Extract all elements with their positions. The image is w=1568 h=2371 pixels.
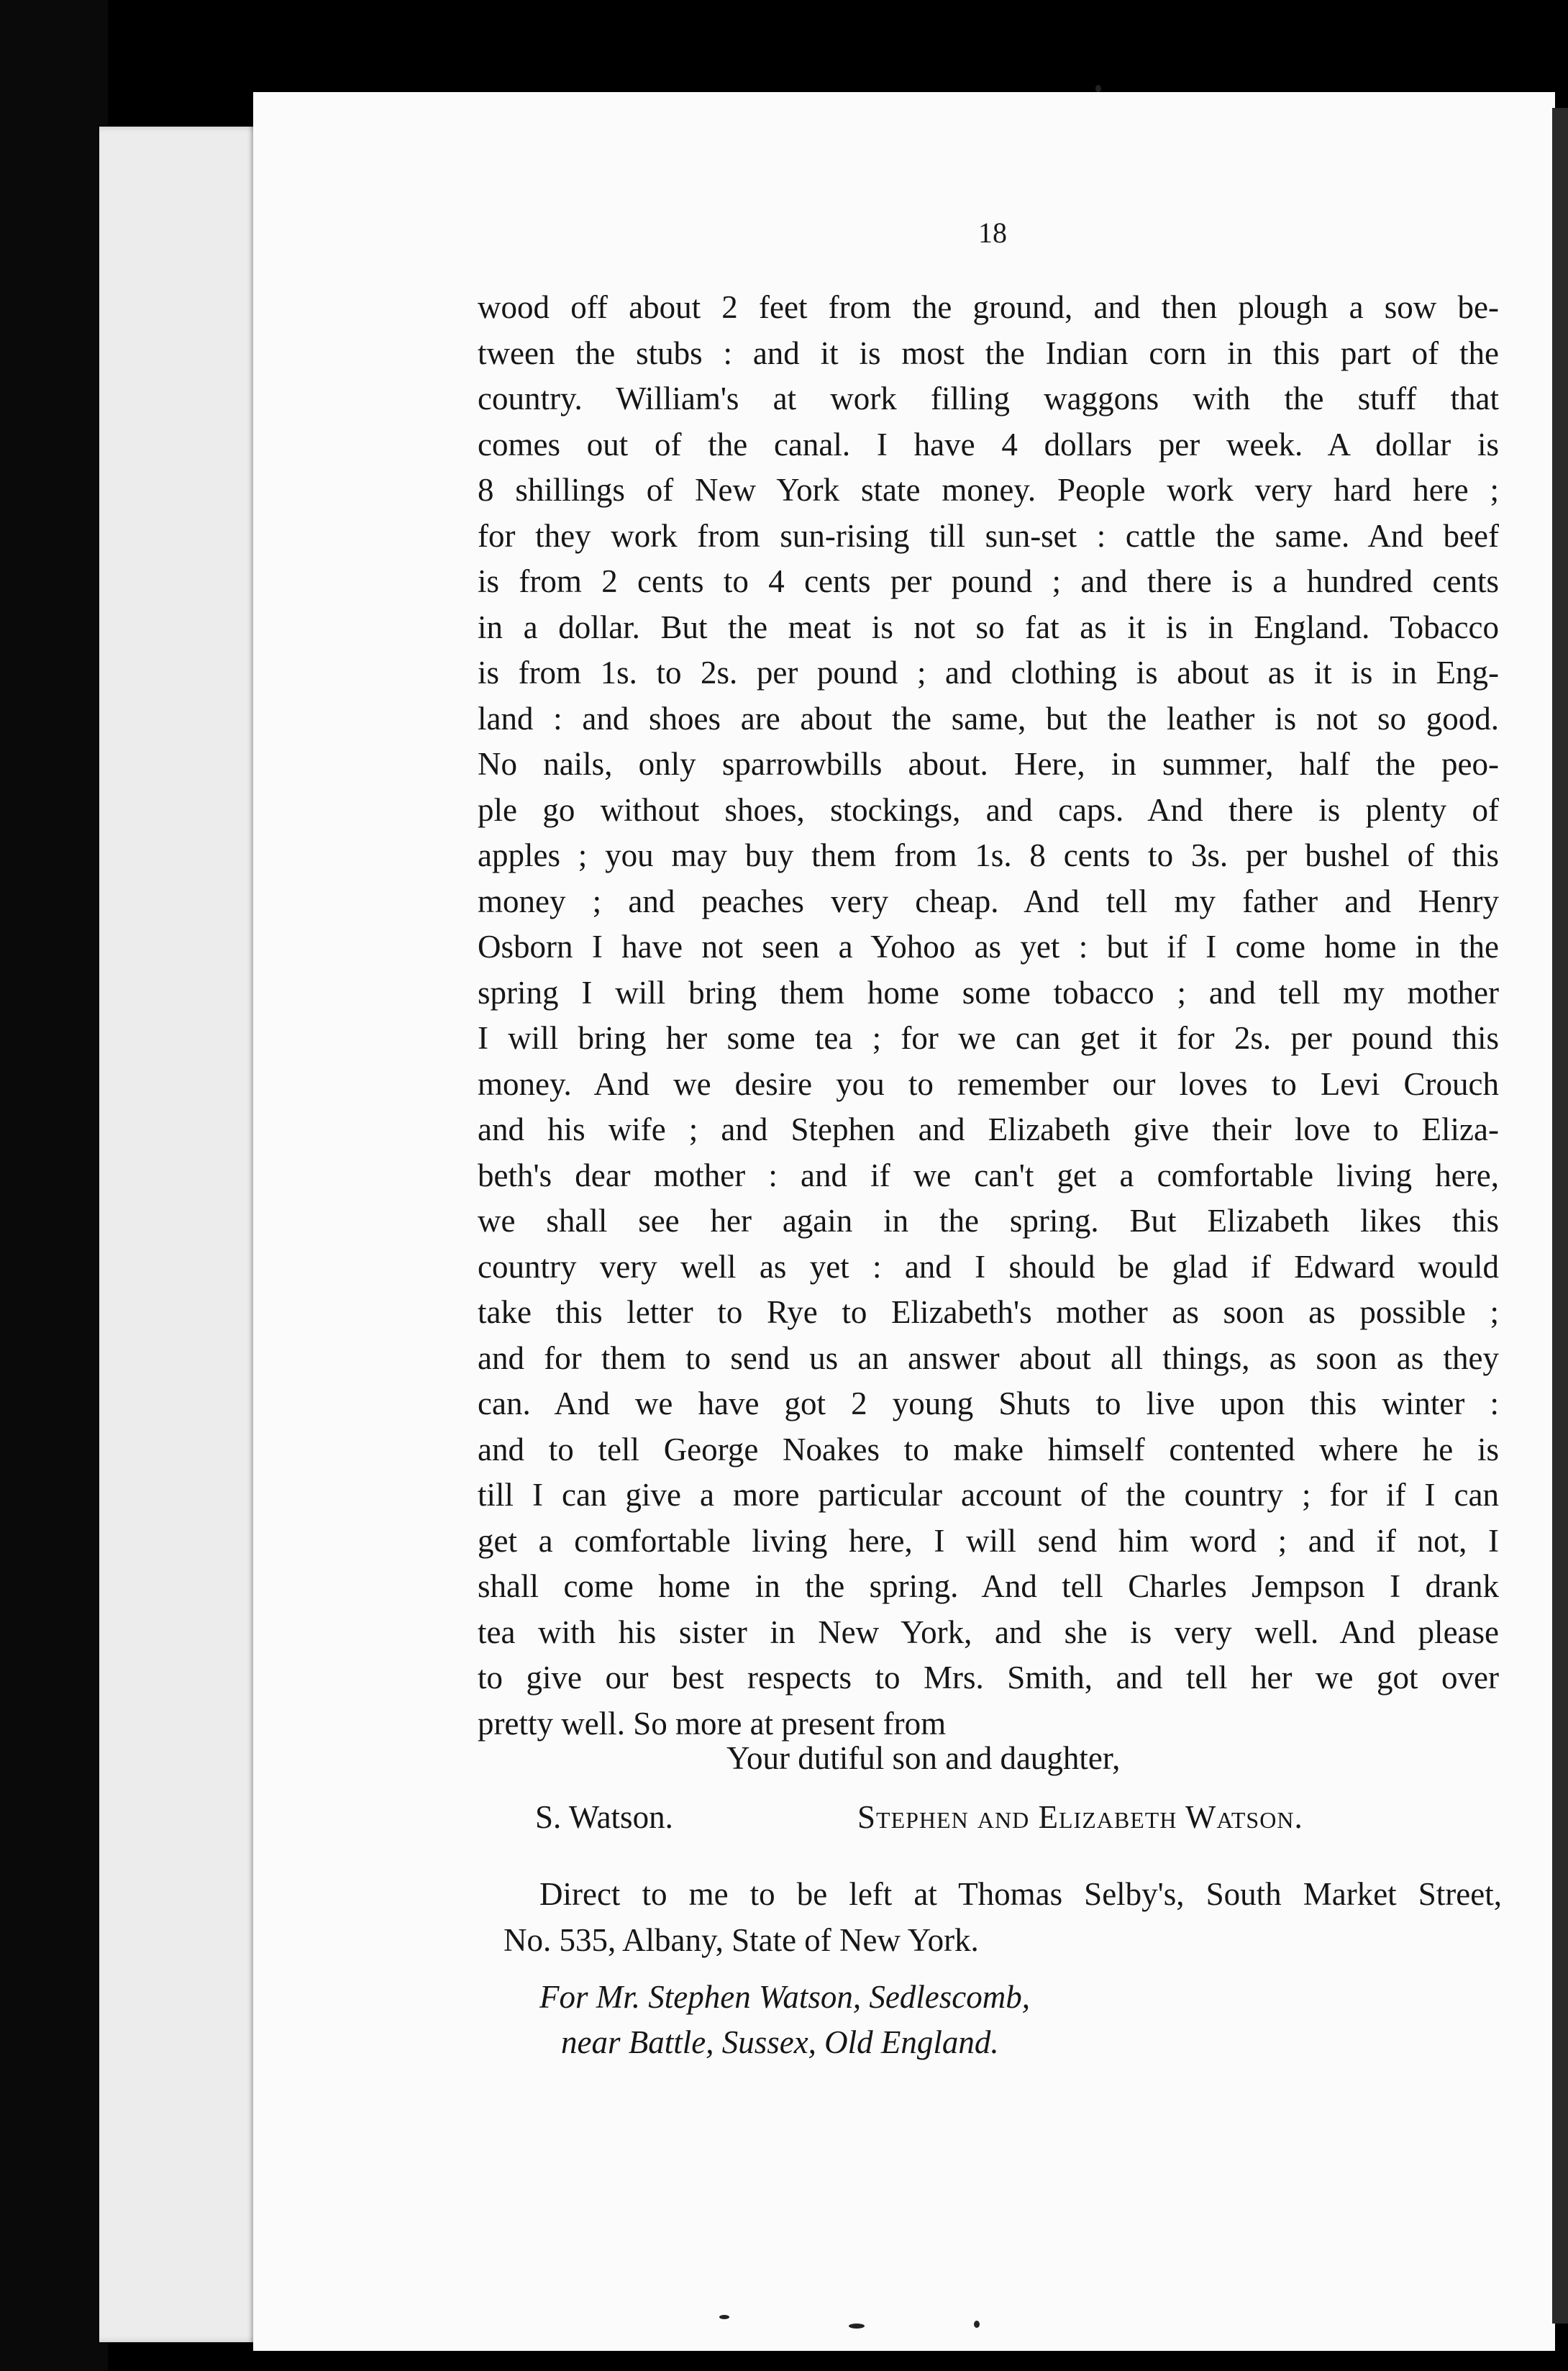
- scan-speck: [1095, 85, 1101, 92]
- text-line: country. William's at work filling waggons with the stuff that: [478, 381, 1499, 417]
- text-line: beth's dear mother : and if we can't get a comfortable living here,: [478, 1157, 1499, 1193]
- text-line: get a comfortable living here, I will send him word ; and if not, I: [478, 1522, 1499, 1559]
- scan-speck: [974, 2321, 980, 2328]
- address-line: For Mr. Stephen Watson, Sedlescomb,: [539, 1979, 1031, 2015]
- text-line: pretty well. So more at present from: [478, 1705, 947, 1742]
- text-line: can. And we have got 2 young Shuts to live upon this winter :: [478, 1385, 1499, 1421]
- text-line: for they work from sun-rising till sun-set : cattle the same. And beef: [478, 517, 1499, 554]
- text-line: ple go without shoes, stockings, and caps. And there is plenty of: [478, 791, 1499, 828]
- text-line: tween the stubs : and it is most the Indian corn in this part of the: [478, 335, 1499, 371]
- text-line: and his wife ; and Stephen and Elizabeth give their love to Eliza-: [478, 1111, 1499, 1147]
- text-line: spring I will bring them home some tobacco ; and tell my mother: [478, 974, 1499, 1011]
- recipient-address: [539, 1975, 1030, 2065]
- signature-full-names: Stephen and Elizabeth Watson.: [857, 1799, 1303, 1835]
- scan-speck: [849, 2324, 865, 2329]
- direction-line: No. 535, Albany, State of New York.: [503, 1921, 979, 1958]
- text-line: money. And we desire you to remember our loves to Levi Crouch: [478, 1065, 1499, 1102]
- scan-speck: [719, 2315, 729, 2319]
- text-line: wood off about 2 feet from the ground, and then plough a sow be-: [478, 289, 1499, 325]
- text-line: money ; and peaches very cheap. And tell my father and Henry: [478, 883, 1499, 919]
- text-line: is from 1s. to 2s. per pound ; and clothing is about as it is in Eng-: [478, 655, 1499, 691]
- letter-closing: Your dutiful son and daughter,: [726, 1740, 1121, 1776]
- page-gutter-shadow: [1552, 108, 1568, 2324]
- text-line: is from 2 cents to 4 cents per pound ; and there is a hundred cents: [478, 563, 1499, 599]
- direction-line: Direct to me to be left at Thomas Selby's, South Market Street,: [539, 1876, 1502, 1912]
- text-line: and to tell George Noakes to make himself contented where he is: [478, 1431, 1499, 1467]
- text-line: in a dollar. But the meat is not so fat as it is in England. Tobacco: [478, 609, 1499, 645]
- page-number: 18: [978, 217, 1007, 249]
- text-line: we shall see her again in the spring. But Elizabeth likes this: [478, 1203, 1499, 1239]
- letter-body: [478, 285, 1499, 1747]
- text-line: comes out of the canal. I have 4 dollars per week. A dollar is: [478, 426, 1499, 463]
- text-line: take this letter to Rye to Elizabeth's mother as soon as possible ;: [478, 1294, 1499, 1330]
- text-line: No nails, only sparrowbills about. Here, in summer, half the peo-: [478, 746, 1499, 782]
- text-line: apples ; you may buy them from 1s. 8 cents to 3s. per bushel of this: [478, 837, 1499, 873]
- text-line: and for them to send us an answer about all things, as soon as they: [478, 1339, 1499, 1376]
- text-line: till I can give a more particular account of the country ; for if I can: [478, 1477, 1499, 1513]
- text-line: Osborn I have not seen a Yohoo as yet : but if I come home in the: [478, 929, 1499, 965]
- text-line: 8 shillings of New York state money. People work very hard here ;: [478, 472, 1499, 508]
- text-line: shall come home in the spring. And tell Charles Jempson I drank: [478, 1568, 1499, 1604]
- signature-initial: S. Watson.: [535, 1799, 673, 1835]
- text-line: country very well as yet : and I should be glad if Edward would: [478, 1248, 1499, 1285]
- text-line: land : and shoes are about the same, but the leather is not so good.: [478, 700, 1499, 737]
- text-line: I will bring her some tea ; for we can get it for 2s. per pound this: [478, 1020, 1499, 1056]
- text-line: to give our best respects to Mrs. Smith, and tell her we got over: [478, 1660, 1499, 1696]
- address-line: near Battle, Sussex, Old England.: [561, 2024, 999, 2060]
- mailing-direction: [503, 1872, 1502, 1963]
- scan-background-edge: [0, 0, 108, 2371]
- text-line: tea with his sister in New York, and she is very well. And please: [478, 1614, 1499, 1650]
